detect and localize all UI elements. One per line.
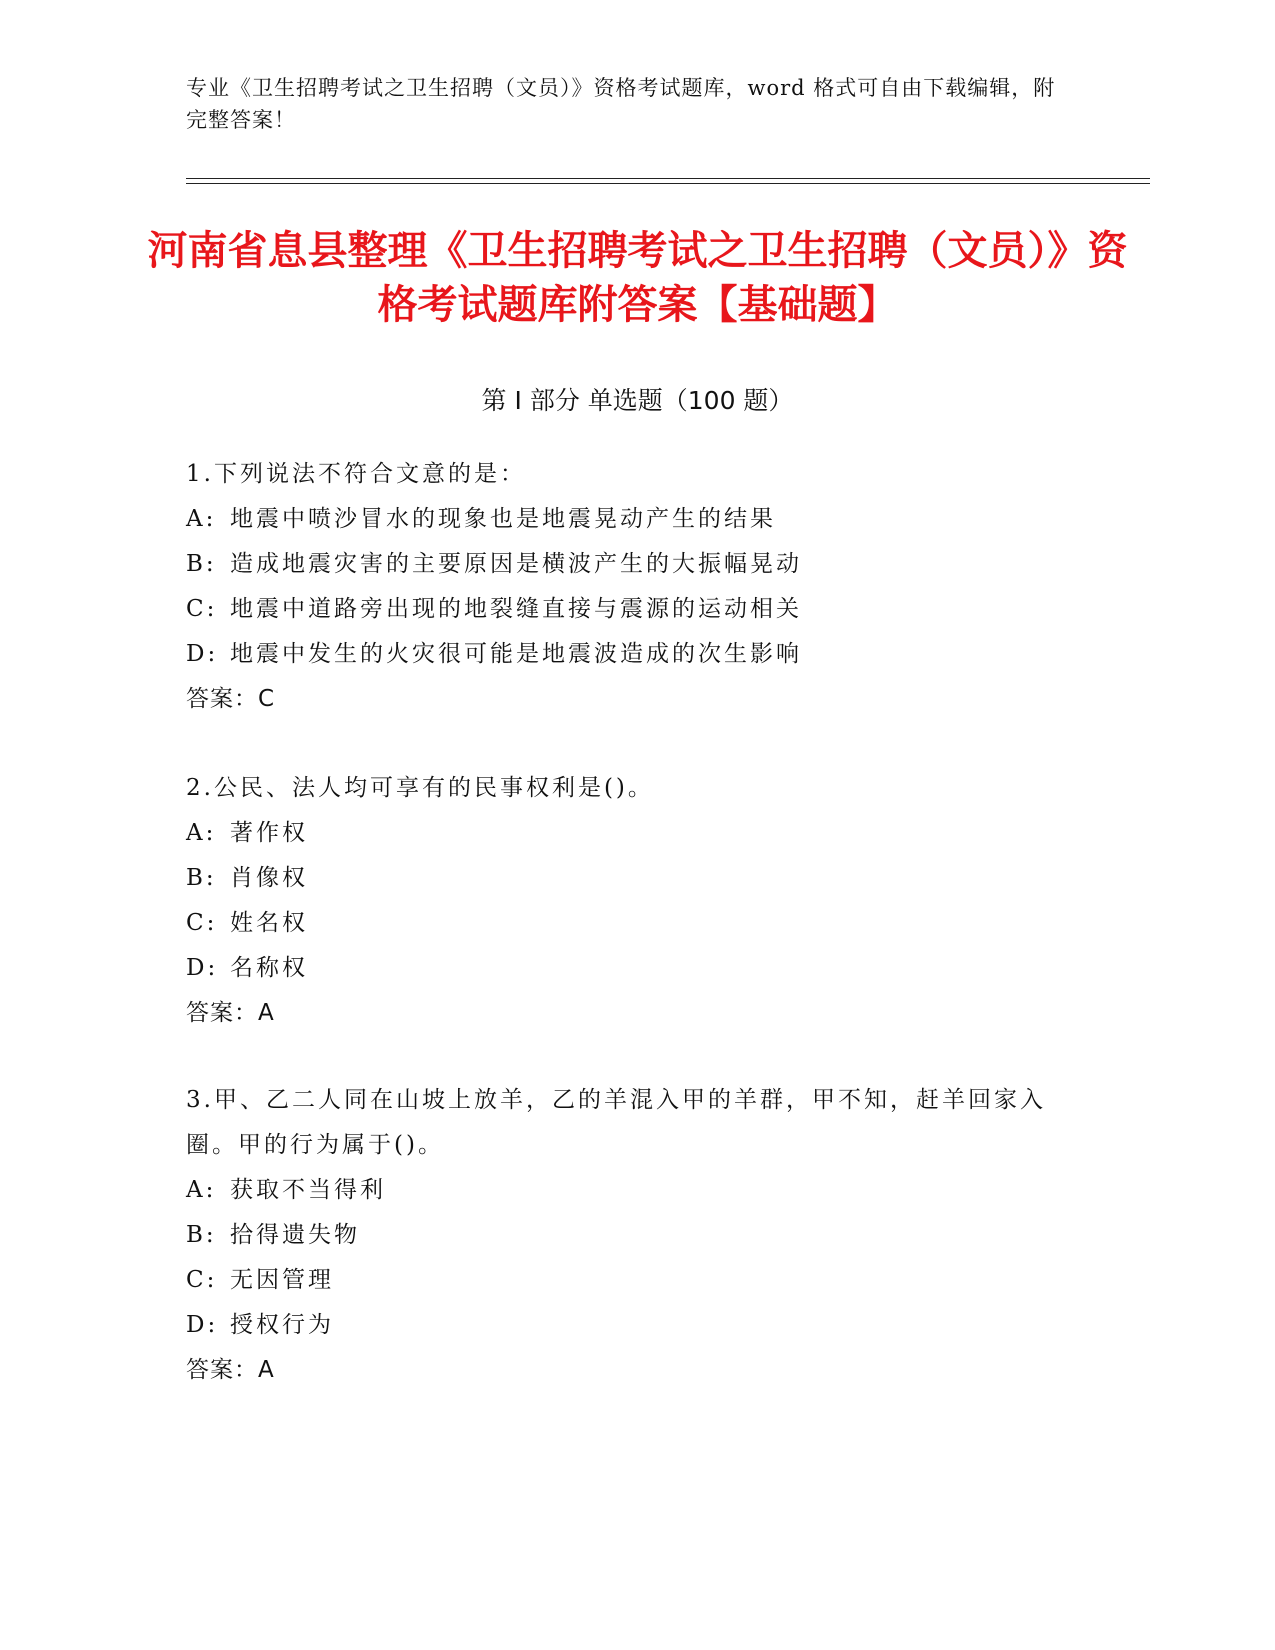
option-c xyxy=(186,901,1066,946)
option-letter: C: xyxy=(186,1267,218,1293)
header-divider-bottom xyxy=(186,183,1150,184)
option-b xyxy=(186,542,1066,587)
option-letter: B: xyxy=(186,551,217,577)
question-text: 1.下列说法不符合文意的是： xyxy=(186,461,526,487)
section-title: 第 I 部分 单选题（100 题） xyxy=(481,386,794,415)
option-letter: B: xyxy=(186,1222,217,1248)
option-letter: C: xyxy=(186,910,218,936)
option-c xyxy=(186,1258,1066,1303)
header-note: 专业《卫生招聘考试之卫生招聘（文员）》资格考试题库，word 格式可自由下载编辑，附完整答案！ xyxy=(186,76,1056,132)
option-text: 造成地震灾害的主要原因是横波产生的大振幅晃动 xyxy=(230,551,802,577)
question-block xyxy=(186,766,1066,1036)
option-letter: A: xyxy=(186,820,217,846)
option-d xyxy=(186,632,1066,677)
option-letter: D: xyxy=(186,955,219,981)
question-text: 3.甲、乙二人同在山坡上放羊，乙的羊混入甲的羊群，甲不知，赶羊回家入圈。甲的行为属于()。 xyxy=(186,1087,1046,1158)
option-letter: B: xyxy=(186,865,217,891)
option-a xyxy=(186,811,1066,856)
option-text: 名称权 xyxy=(230,955,308,981)
option-text: 著作权 xyxy=(230,820,308,846)
question-block xyxy=(186,1078,1066,1393)
header-divider-top xyxy=(186,178,1150,179)
option-text: 拾得遗失物 xyxy=(230,1222,360,1248)
answer-line: 答案：A xyxy=(186,1357,275,1383)
option-a xyxy=(186,497,1066,542)
option-letter: D: xyxy=(186,641,219,667)
option-text: 地震中道路旁出现的地裂缝直接与震源的运动相关 xyxy=(230,596,802,622)
answer-line: 答案：A xyxy=(186,1000,275,1026)
answer-line: 答案：C xyxy=(186,686,276,712)
option-letter: A: xyxy=(186,506,217,532)
question-text: 2.公民、法人均可享有的民事权利是()。 xyxy=(186,775,654,801)
option-d xyxy=(186,946,1066,991)
document-title: 河南省息县整理《卫生招聘考试之卫生招聘（文员）》资格考试题库附答案【基础题】 xyxy=(147,228,1128,328)
option-text: 授权行为 xyxy=(230,1312,334,1338)
option-d xyxy=(186,1303,1066,1348)
option-b xyxy=(186,856,1066,901)
option-letter: D: xyxy=(186,1312,219,1338)
option-text: 地震中喷沙冒水的现象也是地震晃动产生的结果 xyxy=(230,506,776,532)
question-block xyxy=(186,452,1066,722)
option-text: 姓名权 xyxy=(230,910,308,936)
option-text: 地震中发生的火灾很可能是地震波造成的次生影响 xyxy=(230,641,802,667)
option-text: 无因管理 xyxy=(230,1267,334,1293)
option-text: 获取不当得利 xyxy=(230,1177,386,1203)
option-letter: A: xyxy=(186,1177,217,1203)
option-a xyxy=(186,1168,1066,1213)
option-text: 肖像权 xyxy=(230,865,308,891)
option-b xyxy=(186,1213,1066,1258)
option-c xyxy=(186,587,1066,632)
option-letter: C: xyxy=(186,596,218,622)
